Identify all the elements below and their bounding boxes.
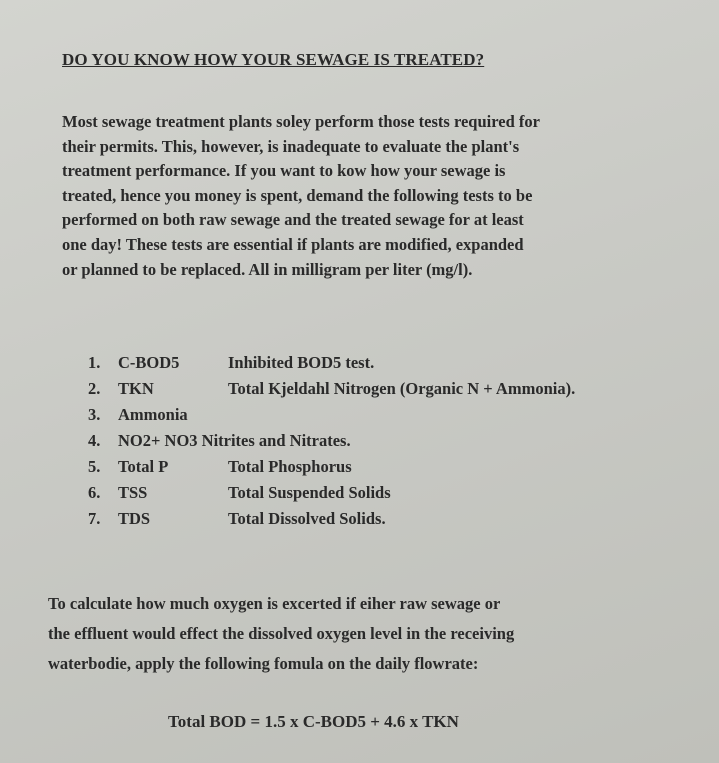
test-description: Total Suspended Solids [228,483,391,502]
test-code: Total P [118,457,169,476]
calculation-paragraph [48,589,708,679]
item-number: 7. [88,509,101,528]
test-description: NO2+ NO3 Nitrites and Nitrates. [118,431,351,450]
item-number: 2. [88,379,101,398]
intro-line: treated, hence you money is spent, demand the following tests to be [62,185,533,205]
intro-line: their permits. This, however, is inadequate to evaluate the plant's [62,136,520,156]
bod-formula: Total BOD = 1.5 x C-BOD5 + 4.6 x TKN [168,712,459,731]
item-number: 5. [88,457,101,476]
test-description: Inhibited BOD5 test. [228,353,375,372]
test-code: TKN [118,379,154,398]
intro-line: one day! These tests are essential if plants are modified, expanded [62,234,524,254]
calc-line: the effluent would effect the dissolved oxygen level in the receiving [48,624,515,643]
test-code: C-BOD5 [118,353,180,372]
item-number: 1. [88,353,101,372]
item-number: 3. [88,405,101,424]
test-description: Total Kjeldahl Nitrogen (Organic N + Ammonia). [228,379,576,398]
item-number: 6. [88,483,101,502]
intro-line: treatment performance. If you want to kow how your sewage is [62,161,506,181]
calc-line: To calculate how much oxygen is excerted if eiher raw sewage or [48,594,501,613]
intro-line: or planned to be replaced. All in milligram per liter (mg/l). [62,259,473,279]
intro-line: Most sewage treatment plants soley perform those tests required for [62,112,540,131]
intro-line: performed on both raw sewage and the treated sewage for at least [62,210,524,230]
item-number: 4. [88,431,101,450]
page-title: DO YOU KNOW HOW YOUR SEWAGE IS TREATED? [62,50,485,69]
test-description: Total Phosphorus [228,457,352,476]
test-code: TDS [118,509,151,528]
calc-line: waterbodie, apply the following fomula on the daily flowrate: [48,654,479,673]
test-code: TSS [118,483,148,502]
test-description: Total Dissolved Solids. [228,509,386,528]
intro-paragraph [62,110,702,282]
test-code: Ammonia [118,405,188,424]
